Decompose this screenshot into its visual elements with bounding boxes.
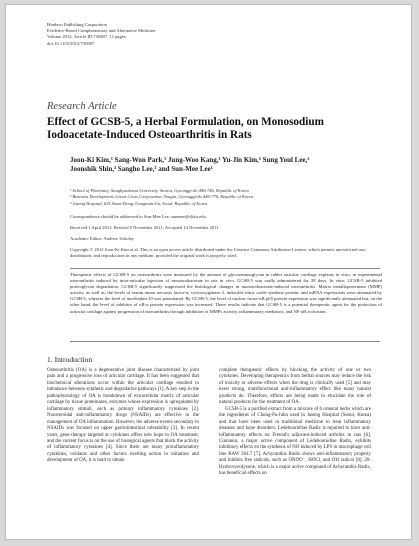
section-heading: 1. Introduction: [47, 355, 93, 364]
right-column: [219, 368, 371, 478]
academic-editor: Academic Editor: Andrew Scholey: [70, 236, 135, 241]
abstract-rule-top: [70, 268, 380, 269]
affiliation: ³ Jaseng Hospital, 635 Sinsa-Dong, Gangnam-Gu, Seoul, Republic of Korea: [70, 200, 208, 206]
affiliations: [70, 188, 390, 207]
volume-info: Volume 2012, Article ID 730907, 11 pages: [47, 34, 126, 40]
title-line: Iodoacetate-Induced Osteoarthritis in Rats: [47, 129, 252, 141]
paper-title: [47, 116, 387, 142]
abstract-rule-bottom: [70, 341, 380, 342]
paragraph: complete therapeutic effects by blocking the activity of one or two cytokines. Developing therapeutics from herbal sources may reduce the risk of toxicity or adverse effects when the drug is clinically used [5] and may exert strong, multifunctional anti-inflammatory effect like many natural products do. Therefore, efforts are being made to elucidate the role of natural products for the treatment of OA.: [219, 368, 371, 406]
journal-masthead: [47, 22, 247, 47]
authors-line: Joonshik Shin,³ Sangho Lee,³ and Sun-Mee Lee¹: [70, 165, 213, 174]
abstract: Therapeutic effects of GCSB-5 on osteoarthritis were measured by the amount of glycosaminoglycan in rabbit articular cartilage explants in vitro, in experimental osteoarthritis induced by intra-articular injection of monoiodoacetate in rats in vivo. GCSB-5 was orally administered for 28 days. In vitro, GCSB-5 inhibited proteoglycan degradation. GCSB-5 significantly suppressed the histological changes in monoiodoacetate-induced osteoarthritis. Matrix metalloproteinase (MMP) activity, as well as, the levels of serum tumor necrosis factor-α, cyclooxygenase-2, inducible nitric oxide synthase protein, and mRNA expressions were attenuated by GCSB-5, whereas the level of interleukin-10 was potentiated. By GCSB-5, the level of nuclear factor-κB p65 protein expression was significantly attenuated but, on the other hand, the level of inhibitor of κB-α protein expression was increased. These results indicate that GCSB-5 is a potential therapeutic agent for the protection of articular cartilage against progression of osteoarthritis through inhibition of MMPs activity, inflammatory mediators, and NF-κB activation.: [70, 272, 382, 314]
correspondence: Correspondence should be addressed to Sun-Mee Lee, sunmee@skku.edu: [70, 214, 206, 219]
author-list: [70, 156, 380, 175]
paragraph: Osteoarthritis (OA) is a degenerative joint disease characterized by joint pain and a progressive loss of articular cartilage. It has been suggested that biochemical alterations occur within the articular cartilage resulted in imbalance between synthetic and degradative pathways [1]. A key step in the pathophysiology of OA is breakdown of extracellular matrix of articular cartilage by tissue proteinases, enzymes whose expression is upregulated by inflammatory stimuli, such as primary inflammatory cytokines [2]. Nonsteroidal anti-inflammatory drugs (NSAIDs) are effective in the management of OA inflammation. However, the adverse events secondary to NSAIDs was focused on upper gastrointestinal tolerability [3]. In recent years, gene therapy targeted at cytokines offers new hope to OA treatment, and the current focus is on the use of biological agents that block the activity of inflammatory cytokines [4]. Since there are many proinflammatory cytokines, oxidants and other factors exerting action in initiation and development of OA, it is hard to obtain: [47, 368, 199, 464]
paragraph: GCSB-5 is a purified extract from a mixture of 6 oriental herbs which are the ingredients of Chung-Pa-Juhn used in Jaseng Hospital (Seoul, Korea) and that have been used in traditional medicine to treat inflammatory diseases and bone disorders. Ledebouriellae Radix is reported to have anti-inflammatory effects on Freund's adjuvant-induced arthritis in rats [6]. Cinnanin, a major active component of Ledebouriellae Radix, exhibits inhibitory effects on the synthesis of NO induced by LPS in macrophage cell line RAW 264.7 [7]. Achyranthis Radix shows anti-inflammatory property and inhibits free radicals, such as ONOO⁻, HOCl, and OH radical [8]. 20-Hydroxyecdysone, which is a major active compound of Achyranthis Radix, has beneficial effects on: [219, 406, 371, 477]
article-type: Research Article: [47, 101, 117, 112]
dates: Received 1 April 2011; Revised 9 November 2011; Accepted 14 November 2011: [70, 225, 219, 230]
copyright: Copyright © 2012 Joon-Ki Kim et al. This is an open access article distributed under the Creative Commons Attribution License, which permits unrestricted use, distribution, and reproduction in any medium, provided the original work is properly cited.: [70, 247, 366, 258]
doi: doi:10.1155/2012/730907: [47, 40, 95, 46]
title-line: Effect of GCSB-5, a Herbal Formulation, on Monosodium: [47, 116, 324, 128]
affiliation: ¹ School of Pharmacy, Sungkyunkwan University, Suwon, Gyeonggi-do 440-746, Republic of Korea: [70, 188, 249, 193]
authors-line: Joon-Ki Kim,¹ Sang-Won Park,¹ Jung-Woo Kang,¹ Yu-Jin Kim,² Sung Youl Lee,²: [70, 156, 310, 164]
journal-name: Evidence-Based Complementary and Alternative Medicine: [47, 28, 156, 34]
left-column: [47, 368, 199, 465]
publisher-name: Hindawi Publishing Corporation: [47, 22, 107, 27]
paper-page: [5, 4, 412, 540]
affiliation: ² Business Development, Green Cross Corporation, Yongin, Gyeonggi-do 446-770, Republic of Korea: [70, 194, 254, 200]
